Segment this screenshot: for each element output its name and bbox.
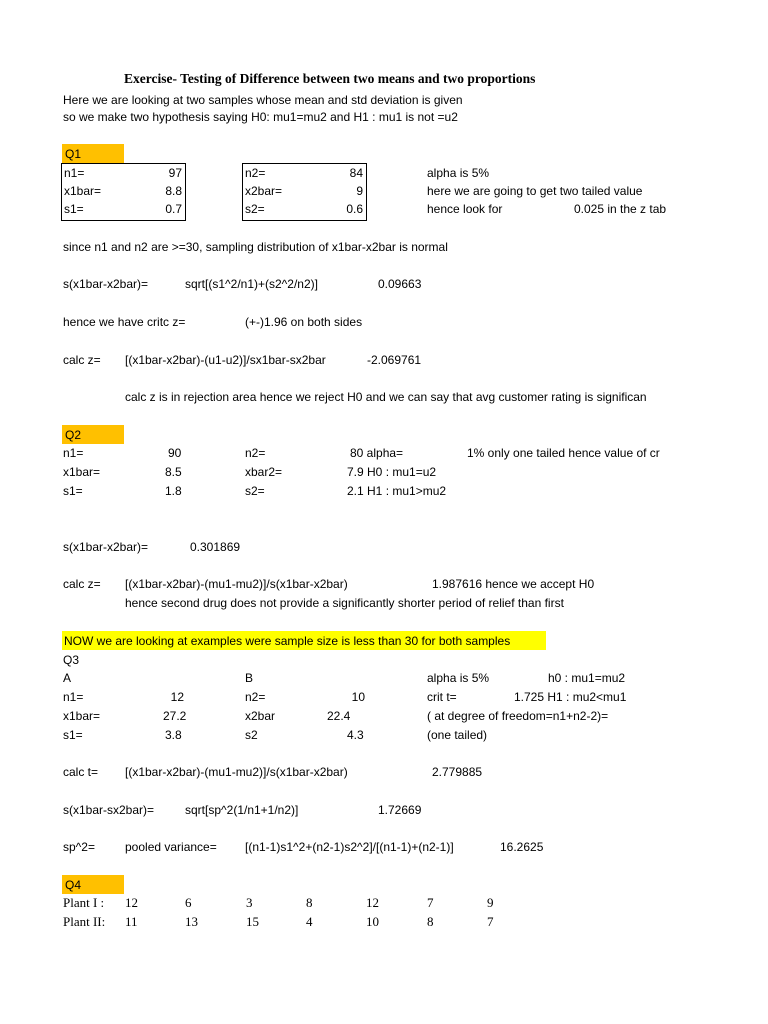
q3-note-crit: crit t= [427, 690, 457, 704]
q1-n2-value: 84 [349, 166, 363, 180]
q1-conclusion: calc z is in rejection area hence we reject H0 and we can say that avg customer rating is significan [125, 390, 647, 404]
q3-s2-value: 4.3 [347, 728, 364, 742]
q1-se-formula: sqrt[(s1^2/n1)+(s2^2/n2)] [185, 277, 318, 291]
q3-n2-label: n2= [245, 690, 266, 704]
q1-se-value: 0.09663 [378, 277, 422, 291]
q2-x2bar-label: xbar2= [245, 465, 283, 479]
q4-plant2-value-6: 8 [427, 914, 434, 929]
q3-sp-name: pooled variance= [125, 840, 217, 854]
q1-crit-value: (+-)1.96 on both sides [245, 315, 363, 329]
q4-plant2-value-5: 10 [366, 914, 379, 929]
q2-se-value: 0.301869 [190, 540, 241, 554]
q3-label: Q3 [63, 653, 80, 667]
q3-calc-label: calc t= [63, 765, 99, 779]
q4-plant1-value-3: 3 [246, 895, 253, 910]
q4-plant1-value-6: 7 [427, 895, 434, 910]
q3-x1bar-label: x1bar= [63, 709, 101, 723]
q3-n1-value: 12 [170, 690, 184, 704]
q3-crit-value: 1.725 H1 : mu2<mu1 [514, 690, 627, 704]
q3-sp-formula: [(n1-1)s1^2+(n2-1)s2^2]/[(n1-1)+(n2-1)] [245, 840, 454, 854]
q4-plant1-value-7: 9 [487, 895, 494, 910]
q1-x1bar-value: 8.8 [165, 184, 182, 198]
q3-calc-formula: [(x1bar-x2bar)-(mu1-mu2)]/s(x1bar-x2bar) [125, 765, 348, 779]
q3-note-tailed: (one tailed) [427, 728, 488, 742]
q4-plant2-value-4: 4 [306, 914, 313, 929]
q1-calc-value: -2.069761 [367, 353, 422, 367]
q3-n2-value: 10 [351, 690, 365, 704]
q4-plant1-value-5: 12 [366, 895, 379, 910]
q3-note-df: ( at degree of freedom=n1+n2-2)= [427, 709, 609, 723]
q2-n1-value: 90 [168, 446, 182, 460]
q2-label: Q2 [65, 428, 82, 442]
q1-note-lookfor: hence look for [427, 202, 503, 216]
q3-se-value: 1.72669 [378, 803, 422, 817]
q3-n1-label: n1= [63, 690, 84, 704]
q4-plant2-value-3: 15 [246, 914, 259, 929]
intro-line-1: Here we are looking at two samples whose mean and std deviation is given [63, 93, 463, 107]
q2-x1bar-label: x1bar= [63, 465, 101, 479]
q3-x2bar-label: x2bar [245, 709, 276, 723]
q4-plant1-value-4: 8 [306, 895, 313, 910]
q4-plant2-value-7: 7 [487, 914, 494, 929]
q2-se-label: s(x1bar-x2bar)= [63, 540, 149, 554]
q1-x2bar-label: x2bar= [245, 184, 283, 198]
q4-plant1-value-2: 6 [185, 895, 192, 910]
q3-s1-label: s1= [63, 728, 83, 742]
q2-n2-label: n2= [245, 446, 266, 460]
q3-x2bar-value: 22.4 [327, 709, 351, 723]
q2-n2-value: 80 alpha= [350, 446, 404, 460]
q3-note-alpha: alpha is 5% [427, 671, 490, 685]
q1-calc-formula: [(x1bar-x2bar)-(u1-u2)]/sx1bar-sx2bar [125, 353, 326, 367]
q2-s2-label: s2= [245, 484, 265, 498]
q1-x1bar-label: x1bar= [64, 184, 102, 198]
q3-sp-value: 16.2625 [500, 840, 544, 854]
q4-plant2-value-2: 13 [185, 914, 198, 929]
q2-conclusion: hence second drug does not provide a significantly shorter period of relief than first [125, 596, 564, 610]
page-title: Exercise- Testing of Difference between two means and two proportions [124, 71, 536, 86]
q1-s2-label: s2= [245, 202, 265, 216]
q1-note-alpha: alpha is 5% [427, 166, 490, 180]
q2-s2-value: 2.1 H1 : mu1>mu2 [347, 484, 447, 498]
q2-calc-label: calc z= [63, 577, 101, 591]
intro-line-2: so we make two hypothesis saying H0: mu1=mu2 and H1 : mu1 is not =u2 [63, 110, 458, 124]
small-sample-note: NOW we are looking at examples were sample size is less than 30 for both samples [64, 634, 511, 648]
q1-x2bar-value: 9 [356, 184, 363, 198]
q2-s1-value: 1.8 [165, 484, 182, 498]
q3-se-label: s(x1bar-sx2bar)= [63, 803, 155, 817]
q1-s1-value: 0.7 [165, 202, 182, 216]
q1-calc-label: calc z= [63, 353, 101, 367]
q1-note-value: 0.025 in the z tab [574, 202, 667, 216]
q3-h0: h0 : mu1=mu2 [548, 671, 626, 685]
q2-alpha-note: 1% only one tailed hence value of cr [467, 446, 660, 460]
q3-col-a: A [63, 671, 72, 685]
q3-calc-value: 2.779885 [432, 765, 483, 779]
q4-plant1-label: Plant I : [63, 895, 105, 910]
q3-col-b: B [245, 671, 254, 685]
q3-sp-label: sp^2= [63, 840, 95, 854]
q3-s1-value: 3.8 [165, 728, 182, 742]
q4-plant2-label: Plant II: [63, 914, 106, 929]
q2-s1-label: s1= [63, 484, 83, 498]
q2-n1-label: n1= [63, 446, 84, 460]
q2-x1bar-value: 8.5 [165, 465, 182, 479]
q4-label: Q4 [65, 878, 82, 892]
q4-plant2-value-1: 11 [125, 914, 138, 929]
q1-s2-value: 0.6 [346, 202, 363, 216]
q2-calc-value: 1.987616 hence we accept H0 [432, 577, 595, 591]
q2-x2bar-value: 7.9 H0 : mu1=u2 [347, 465, 437, 479]
q1-n1-label: n1= [64, 166, 85, 180]
q3-s2-label: s2 [245, 728, 258, 742]
q1-n1-value: 97 [168, 166, 182, 180]
q1-crit-label: hence we have critc z= [63, 315, 186, 329]
q3-se-formula: sqrt[sp^2(1/n1+1/n2)] [185, 803, 299, 817]
q2-calc-formula: [(x1bar-x2bar)-(mu1-mu2)]/s(x1bar-x2bar) [125, 577, 348, 591]
q1-n2-label: n2= [245, 166, 266, 180]
q1-s1-label: s1= [64, 202, 84, 216]
q1-se-label: s(x1bar-x2bar)= [63, 277, 149, 291]
q1-label: Q1 [65, 147, 82, 161]
q1-note-tailed: here we are going to get two tailed value [427, 184, 643, 198]
q1-normal-line: since n1 and n2 are >=30, sampling distribution of x1bar-x2bar is normal [63, 240, 448, 254]
q4-plant1-value-1: 12 [125, 895, 138, 910]
q3-x1bar-value: 27.2 [163, 709, 187, 723]
